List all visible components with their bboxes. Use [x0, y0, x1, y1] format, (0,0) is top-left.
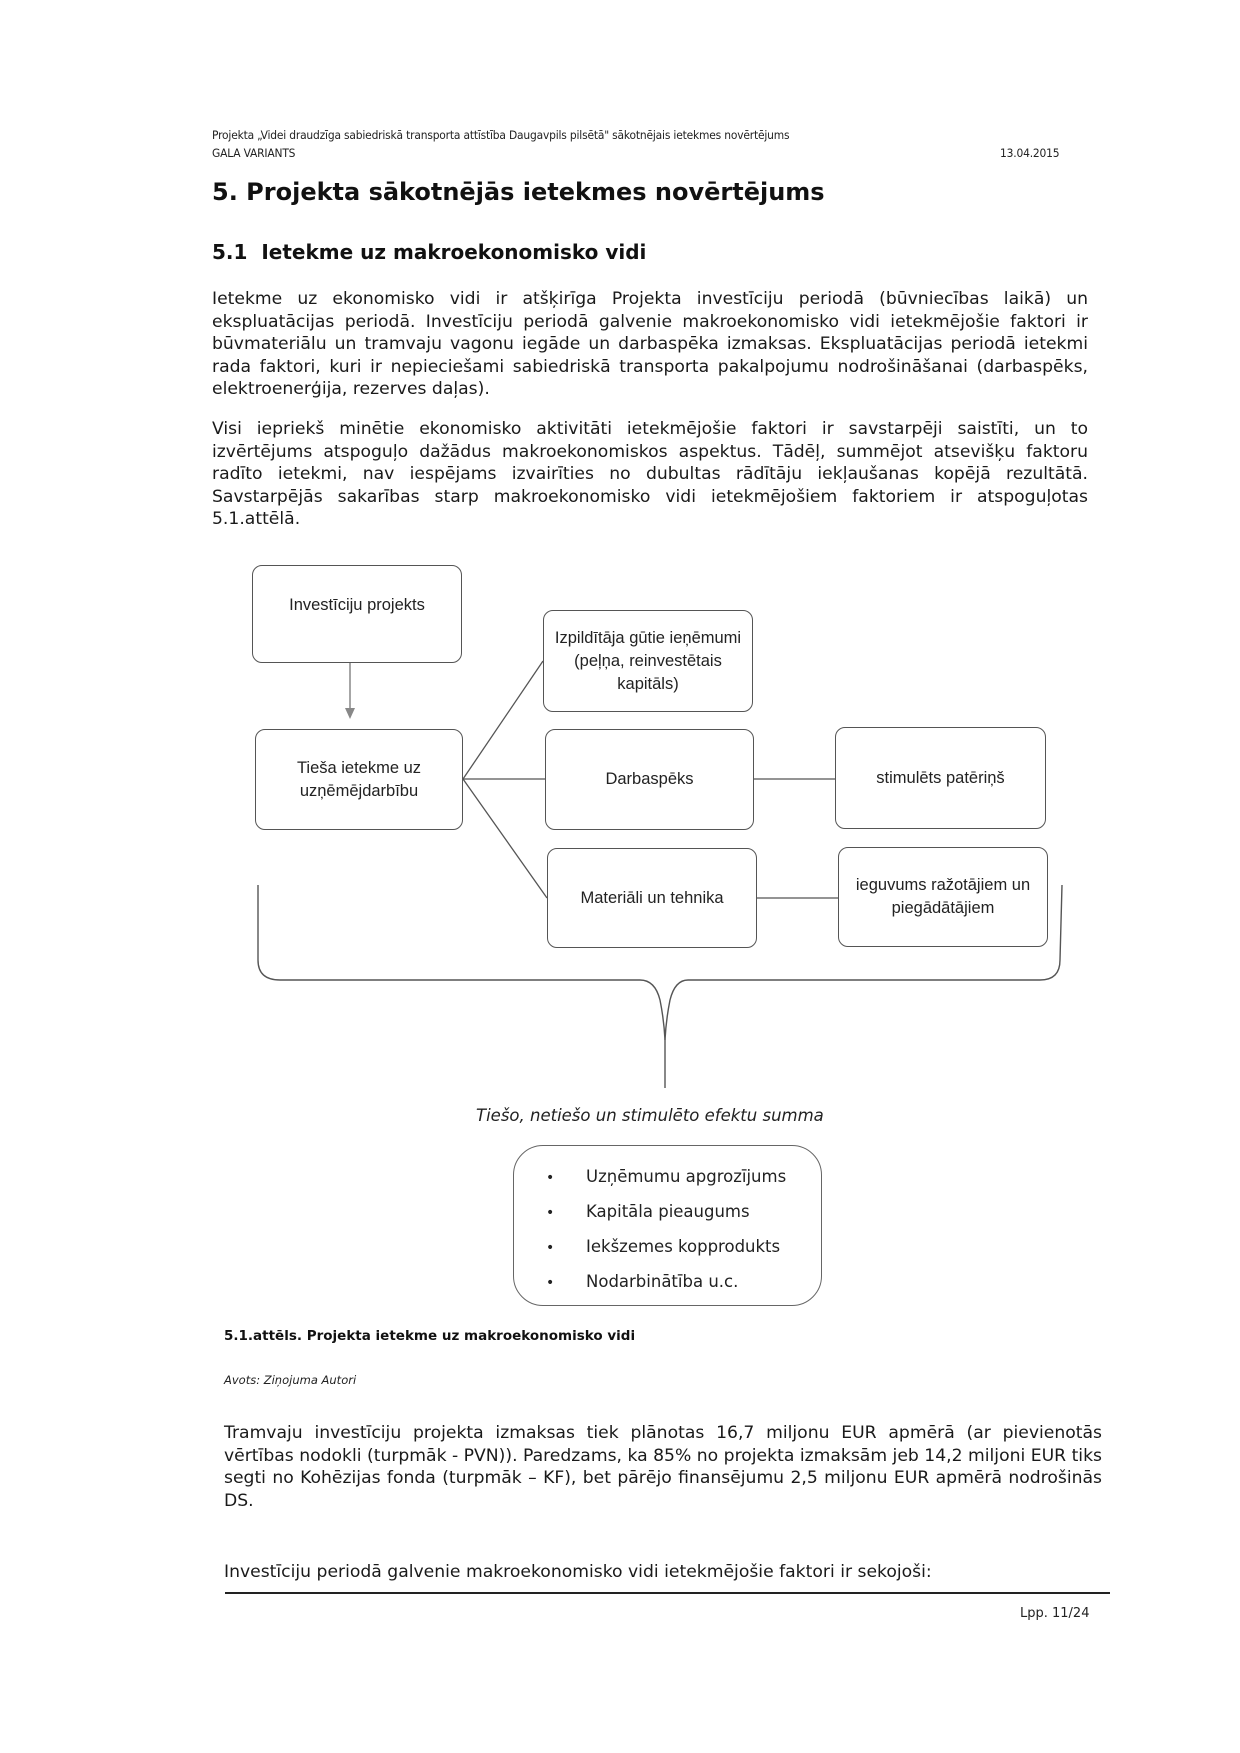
box-ieguvums: ieguvums ražotājiem un piegādātājiem	[838, 847, 1048, 947]
box-stimulets-paterins: stimulēts patēriņš	[835, 727, 1046, 829]
result-item	[546, 1195, 821, 1230]
result-item	[546, 1230, 821, 1265]
subsection-heading: 5.1 Ietekme uz makroekonomisko vidi	[212, 240, 647, 264]
result-item	[546, 1265, 821, 1300]
paragraph-2: Visi iepriekš minētie ekonomisko aktivitāti ietekmējošie faktori ir savstarpēji saistīti, un to izvērtējums atspoguļo dažādus makroekonomiskos aspektus. Tādēļ, summējot atsevišķu faktoru radīto ietekmi, nav iespējams izvairīties no dubultas rādītāju iekļaušanas kopējā rezultātā. Savstarpējās sakarības starp makroekonomisko vidi ietekmējošiem faktoriem ir atspoguļotas 5.1.attēlā.	[212, 419, 1088, 529]
bullet-icon: •	[546, 1240, 555, 1256]
paragraph-3: Tramvaju investīciju projekta izmaksas tiek plānotas 16,7 miljonu EUR apmērā (ar pievienotās vērtības nodokli (turpmāk - PVN)). Paredzams, ka 85% no projekta izmaksām jeb 14,2 miljoni EUR tiks segti no Kohēzijas fonda (turpmāk – KF), bet pārējo finansējumu 2,5 miljonu EUR apmērā nodrošinās DS.	[224, 1423, 1102, 1511]
result-item-label: Nodarbinātība u.c.	[586, 1272, 739, 1291]
figure-caption: 5.1.attēls. Projekta ietekme uz makroekonomisko vidi	[224, 1328, 636, 1344]
paragraph-1: Ietekme uz ekonomisko vidi ir atšķirīga Projekta investīciju periodā (būvniecības laikā) un ekspluatācijas periodā. Investīciju periodā galvenie makroekonomisko vidi ietekmējošie faktori ir būvmateriālu un tramvaju vagonu iegāde un darbaspēka izmaksas. Ekspluatācijas periodā ietekmi rada faktori, kuri ir nepieciešami sabiedriskā transporta pakalpojumu nodrošināšanai (darbaspēks, elektroenerģija, rezerves daļas).	[212, 289, 1088, 399]
bullet-icon: •	[546, 1205, 555, 1221]
result-item-label: Uzņēmumu apgrozījums	[586, 1167, 787, 1186]
result-item-label: Iekšzemes kopprodukts	[586, 1237, 781, 1256]
box-darbaspeks: Darbaspēks	[545, 729, 754, 830]
result-item	[546, 1160, 821, 1195]
paragraph-4: Investīciju periodā galvenie makroekonomisko vidi ietekmējošie faktori ir sekojoši:	[224, 1562, 932, 1582]
footer-rule	[225, 1592, 1110, 1594]
running-header-variant: GALA VARIANTS	[212, 146, 296, 160]
running-header-date: 13.04.2015	[1000, 146, 1060, 160]
bullet-icon: •	[546, 1275, 555, 1291]
results-box	[513, 1145, 822, 1306]
box-materiali-tehnika: Materiāli un tehnika	[547, 848, 757, 948]
page-number: Lpp. 11/24	[1020, 1606, 1090, 1621]
effects-sum-label: Tiešo, netiešo un stimulēto efektu summa	[476, 1106, 824, 1125]
box-tiesa-ietekme: Tieša ietekme uz uzņēmējdarbību	[255, 729, 463, 830]
box-izpilditaja-ienemumi: Izpildītāja gūtie ieņēmumi (peļņa, reinvestētais kapitāls)	[543, 610, 753, 712]
running-header-title: Projekta „Videi draudzīga sabiedriskā transporta attīstība Daugavpils pilsētā" sākotnējais ietekmes novērtējums	[212, 128, 790, 142]
results-list	[514, 1146, 821, 1300]
figure-source: Avots: Ziņojuma Autori	[224, 1373, 357, 1387]
section-heading: 5. Projekta sākotnējās ietekmes novērtējums	[212, 178, 825, 206]
bullet-icon: •	[546, 1170, 555, 1186]
result-item-label: Kapitāla pieaugums	[586, 1202, 750, 1221]
box-investiciju-projekts: Investīciju projekts	[252, 565, 462, 663]
